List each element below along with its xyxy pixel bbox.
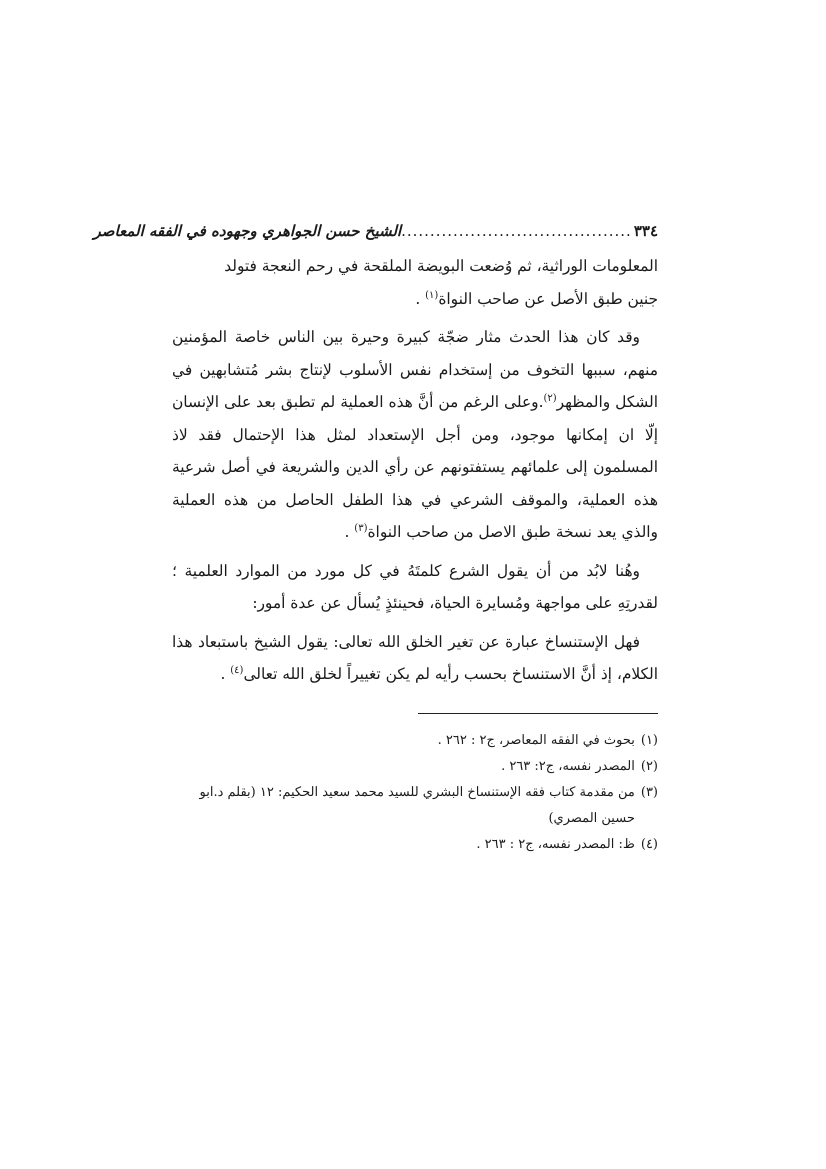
paragraph-1 [172, 250, 658, 315]
footnote-3 [172, 780, 658, 832]
header-leader-dots: ........................................ [401, 222, 632, 240]
footnote-number: (١) [640, 732, 658, 748]
footnote-text: من مقدمة كتاب فقه الإستنساخ البشري للسيد محمد سعيد الحكيم: ١٢ (بقلم د.ابو حسين المصري) [199, 784, 635, 826]
paragraph-2-part-2: .وعلى الرغم من أنَّ هذه العملية لم تطبق بعد على الإنسان إلّا ان إمكانها موجود، ومن أجل الإستعداد لمثل هذا الإحتمال فقد لاذ المسلمون إلى علمائهم يستفتونهم عن رأي الدين والشريعة في أصل شرعية هذه العملية، والموقف الشرعي في هذا الطفل الحاصل من هذه العملية والذي يعد نسخة طبق الاصل من صاحب النواة [172, 393, 658, 541]
main-text [172, 250, 658, 691]
footnote-2 [172, 754, 658, 780]
footnote-number: (٣) [640, 784, 658, 800]
book-page [93, 218, 659, 858]
paragraph-4 [172, 626, 658, 691]
footnote-number: (٤) [640, 836, 658, 852]
paragraph-4-part-1: فهل الإستنساخ عبارة عن تغير الخلق الله تعالى: يقول الشيخ باستبعاد هذا الكلام، إذ أنَّ الاستنساخ بحسب رأيه لم يكن تغييراً لخلق الله تعالى [172, 632, 658, 683]
footnote-text: المصدر نفسه، ج٢: ٢٦٣ . [501, 758, 635, 774]
paragraph-3: وهُنا لابُد من أن يقول الشرع كلمتَهُ في كل مورد من الموارد العلمية ؛ لقدرتِهِ على مواجهة ومُسايرة الحياة، فحينئذٍ يُسأل عن عدة أمور: [172, 561, 658, 612]
footnote-ref-3[interactable]: (٣) [354, 522, 368, 534]
footnote-1 [172, 728, 658, 754]
footnotes [172, 728, 658, 858]
footnote-number: (٢) [640, 758, 658, 774]
paragraph-2 [172, 321, 658, 549]
paragraph-1-line-2: جنين طبق الأصل عن صاحب النواة [438, 289, 658, 308]
footnote-text: ظ: المصدر نفسه، ج٢ : ٢٦٣ . [476, 836, 635, 852]
footnote-ref-1[interactable]: (١) [425, 289, 439, 301]
footnote-4 [172, 832, 658, 858]
footnote-text: بحوث في الفقه المعاصر، ج٢ : ٢٦٢ . [437, 732, 635, 748]
paragraph-2-end: . [344, 523, 350, 541]
footnote-divider [418, 713, 658, 714]
footnote-ref-2[interactable]: (٢) [543, 392, 557, 404]
running-header-title: الشيخ حسن الجواهري وجهوده في الفقه المعاصر [93, 222, 402, 240]
running-header [93, 218, 658, 244]
paragraph-4-end: . [220, 665, 226, 683]
paragraph-1-end: . [415, 289, 421, 308]
footnote-ref-4[interactable]: (٤) [230, 664, 244, 676]
paragraph-1-line-1: المعلومات الوراثية، ثم وُضعت البويضة الملقحة في رحم النعجة فتولد [224, 257, 658, 275]
paragraph-2-part-1: وقد كان هذا الحدث مثار ضجّة كبيرة وحيرة بين الناس خاصة المؤمنين منهم، سببها التخوف من إستخدام نفس الأسلوب لإنتاج بشر مُتشابهين في الشكل والمظهر [172, 328, 659, 411]
page-number: ٣٣٤ [633, 222, 658, 240]
